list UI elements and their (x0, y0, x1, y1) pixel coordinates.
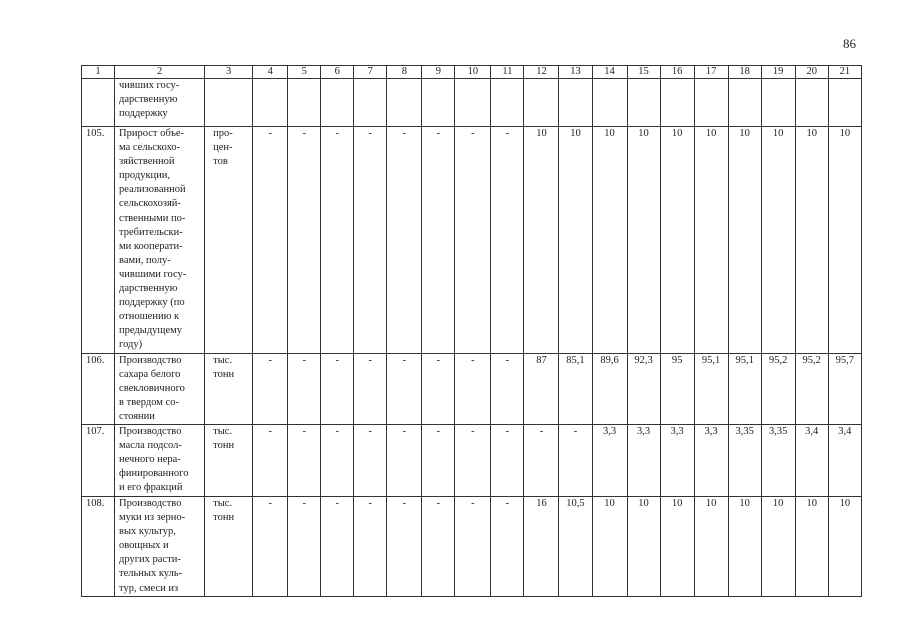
value-cell-col-10: - (455, 127, 491, 354)
value-cell-col-11 (491, 79, 524, 127)
value-cell-col-16: 10 (660, 496, 694, 596)
value-cell-col-9: - (422, 127, 455, 354)
value-cell-col-11: - (491, 496, 524, 596)
value-cell-col-19 (761, 79, 795, 127)
unit-of-measure: тыс. тонн (205, 353, 253, 424)
value-cell-col-17: 3,3 (694, 424, 728, 496)
column-number-4: 4 (253, 66, 288, 79)
column-number-12: 12 (524, 66, 559, 79)
value-cell-col-9: - (422, 424, 455, 496)
value-cell-col-12: 16 (524, 496, 559, 596)
column-number-13: 13 (559, 66, 592, 79)
indicator-name: Производство сахара белого свекловичного в твердом со- стоянии (115, 353, 205, 424)
value-cell-col-4: - (253, 424, 288, 496)
column-number-1: 1 (82, 66, 115, 79)
value-cell-col-17: 95,1 (694, 353, 728, 424)
value-cell-col-11: - (491, 353, 524, 424)
value-cell-col-19: 10 (761, 496, 795, 596)
value-cell-col-18: 3,35 (728, 424, 761, 496)
value-cell-col-17: 10 (694, 496, 728, 596)
indicator-table (81, 65, 862, 597)
value-cell-col-18: 95,1 (728, 353, 761, 424)
value-cell-col-15: 3,3 (627, 424, 660, 496)
value-cell-col-7: - (354, 353, 387, 424)
value-cell-col-8: - (387, 496, 422, 596)
value-cell-col-13: - (559, 424, 592, 496)
unit-of-measure: про- цен- тов (205, 127, 253, 354)
value-cell-col-18: 10 (728, 496, 761, 596)
value-cell-col-16: 10 (660, 127, 694, 354)
value-cell-col-14: 89,6 (592, 353, 627, 424)
table-row (82, 496, 862, 596)
value-cell-col-15: 92,3 (627, 353, 660, 424)
column-number-9: 9 (422, 66, 455, 79)
value-cell-col-16 (660, 79, 694, 127)
column-number-20: 20 (795, 66, 828, 79)
indicator-name: Производство масла подсол- нечного нера- финированного и его фракций (115, 424, 205, 496)
value-cell-col-7: - (354, 424, 387, 496)
value-cell-col-4: - (253, 353, 288, 424)
value-cell-col-5: - (288, 496, 321, 596)
value-cell-col-17: 10 (694, 127, 728, 354)
value-cell-col-8 (387, 79, 422, 127)
value-cell-col-17 (694, 79, 728, 127)
value-cell-col-21: 10 (828, 496, 861, 596)
column-number-19: 19 (761, 66, 795, 79)
value-cell-col-15: 10 (627, 496, 660, 596)
column-number-7: 7 (354, 66, 387, 79)
row-number: 106. (82, 353, 115, 424)
table-row (82, 79, 862, 127)
value-cell-col-14: 10 (592, 496, 627, 596)
value-cell-col-13: 85,1 (559, 353, 592, 424)
value-cell-col-12: 87 (524, 353, 559, 424)
value-cell-col-5 (288, 79, 321, 127)
value-cell-col-8: - (387, 127, 422, 354)
value-cell-col-21: 3,4 (828, 424, 861, 496)
value-cell-col-20: 10 (795, 127, 828, 354)
column-number-18: 18 (728, 66, 761, 79)
row-number: 108. (82, 496, 115, 596)
value-cell-col-5: - (288, 353, 321, 424)
value-cell-col-20: 3,4 (795, 424, 828, 496)
value-cell-col-7: - (354, 496, 387, 596)
value-cell-col-14: 3,3 (592, 424, 627, 496)
value-cell-col-6: - (321, 127, 354, 354)
value-cell-col-19: 3,35 (761, 424, 795, 496)
value-cell-col-15: 10 (627, 127, 660, 354)
page-number: 86 (843, 36, 856, 51)
value-cell-col-6: - (321, 496, 354, 596)
value-cell-col-6: - (321, 353, 354, 424)
value-cell-col-6 (321, 79, 354, 127)
value-cell-col-12: - (524, 424, 559, 496)
value-cell-col-4 (253, 79, 288, 127)
table-row (82, 127, 862, 354)
value-cell-col-12: 10 (524, 127, 559, 354)
unit-of-measure: тыс. тонн (205, 496, 253, 596)
value-cell-col-10 (455, 79, 491, 127)
indicator-name: чивших госу- дарственную поддержку (115, 79, 205, 127)
indicator-name: Прирост объе- ма сельскохо- зяйственной продукции, реализованной сельскохозяй- ственными по- требительски- ми кооперати- вами, полу- чившими госу- дарственную поддержку (по отношению к предыдущему году) (115, 127, 205, 354)
value-cell-col-16: 95 (660, 353, 694, 424)
column-number-14: 14 (592, 66, 627, 79)
value-cell-col-6: - (321, 424, 354, 496)
column-number-6: 6 (321, 66, 354, 79)
value-cell-col-15 (627, 79, 660, 127)
value-cell-col-10: - (455, 424, 491, 496)
unit-of-measure (205, 79, 253, 127)
value-cell-col-21: 10 (828, 127, 861, 354)
value-cell-col-5: - (288, 127, 321, 354)
value-cell-col-5: - (288, 424, 321, 496)
column-number-5: 5 (288, 66, 321, 79)
value-cell-col-21: 95,7 (828, 353, 861, 424)
value-cell-col-9: - (422, 353, 455, 424)
value-cell-col-18: 10 (728, 127, 761, 354)
value-cell-col-4: - (253, 127, 288, 354)
value-cell-col-4: - (253, 496, 288, 596)
value-cell-col-11: - (491, 424, 524, 496)
column-number-3: 3 (205, 66, 253, 79)
column-number-21: 21 (828, 66, 861, 79)
column-number-2: 2 (115, 66, 205, 79)
value-cell-col-13 (559, 79, 592, 127)
row-number: 105. (82, 127, 115, 354)
value-cell-col-10: - (455, 496, 491, 596)
column-number-11: 11 (491, 66, 524, 79)
unit-of-measure: тыс. тонн (205, 424, 253, 496)
value-cell-col-20: 10 (795, 496, 828, 596)
value-cell-col-7 (354, 79, 387, 127)
value-cell-col-21 (828, 79, 861, 127)
value-cell-col-12 (524, 79, 559, 127)
value-cell-col-8: - (387, 424, 422, 496)
value-cell-col-13: 10 (559, 127, 592, 354)
table-row (82, 353, 862, 424)
value-cell-col-7: - (354, 127, 387, 354)
value-cell-col-19: 95,2 (761, 353, 795, 424)
column-number-10: 10 (455, 66, 491, 79)
value-cell-col-16: 3,3 (660, 424, 694, 496)
value-cell-col-18 (728, 79, 761, 127)
value-cell-col-20: 95,2 (795, 353, 828, 424)
value-cell-col-13: 10,5 (559, 496, 592, 596)
column-number-17: 17 (694, 66, 728, 79)
value-cell-col-19: 10 (761, 127, 795, 354)
column-number-15: 15 (627, 66, 660, 79)
value-cell-col-14: 10 (592, 127, 627, 354)
header-row (82, 66, 862, 79)
row-number: 107. (82, 424, 115, 496)
table-row (82, 424, 862, 496)
value-cell-col-9 (422, 79, 455, 127)
value-cell-col-14 (592, 79, 627, 127)
value-cell-col-8: - (387, 353, 422, 424)
indicator-name: Производство муки из зерно- вых культур, овощных и других расти- тельных куль- тур, смеси из (115, 496, 205, 596)
value-cell-col-10: - (455, 353, 491, 424)
value-cell-col-20 (795, 79, 828, 127)
value-cell-col-9: - (422, 496, 455, 596)
column-number-8: 8 (387, 66, 422, 79)
column-number-16: 16 (660, 66, 694, 79)
value-cell-col-11: - (491, 127, 524, 354)
row-number (82, 79, 115, 127)
